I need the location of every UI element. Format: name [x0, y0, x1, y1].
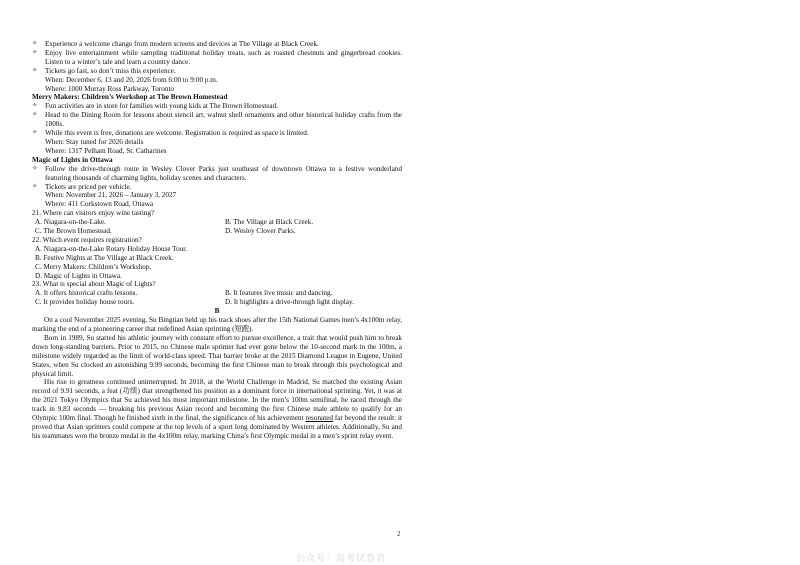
option: B. It features live music and dancing. — [225, 289, 333, 298]
option-row — [32, 227, 402, 236]
event-when: When: December 6, 13 and 20, 2026 from 6:00 to 9:00 p.m. — [45, 75, 218, 84]
diamond-bullet-icon: ✧ — [32, 66, 38, 74]
bullet-item: ✧ Head to the Dining Room for lessons about stencil art, walnut shell ornaments and other historical holiday crafts from the 1800s. — [32, 111, 402, 129]
option: A. Niagara-on-the-Lake. — [35, 218, 106, 227]
question-stem: 21. Where can visitors enjoy wine tasting? — [32, 209, 155, 218]
passage-paragraph: Born in 1989, Su started his athletic journey with constant effort to pursue excellence, a trait that would push him to break down long-standing barriers. Prior to 2015, no Chinese male sprinter had ever gone below the 10-second mark in the 100m, a milestone widely regarded as the limit of world-class speed. That barrier broke at the 2015 Diamond League in Eugene, United States, when Su clocked an astonishing 9.99 seconds, becoming the first Chinese man to break through this psychological and physical limit. — [32, 333, 402, 378]
page-number: 2 — [397, 530, 401, 538]
bullet-item: ✧ Experience a welcome change from modern screens and devices at The Village at Black Creek. — [32, 40, 319, 48]
event-heading: Merry Makers: Children’s Workshop at The Brown Homestead — [32, 93, 228, 102]
option: A. It offers historical crafts lessons. — [35, 289, 138, 298]
diamond-bullet-icon: ✧ — [32, 182, 38, 190]
diamond-bullet-icon: ✧ — [32, 40, 38, 47]
underlined-word: resonated — [305, 414, 334, 423]
option-row — [32, 218, 402, 227]
option: B. The Village at Black Creek. — [225, 218, 314, 227]
diamond-bullet-icon: ✧ — [32, 129, 38, 137]
option: D. Magic of Lights in Ottawa. — [35, 271, 122, 280]
bullet-item: ✧ While this event is free, donations are welcome. Registration is required as space is limited. — [32, 129, 309, 138]
question-stem: 23. What is special about Magic of Lights? — [32, 280, 156, 289]
option-row — [32, 289, 402, 298]
document-page — [32, 40, 402, 441]
event-when: When: Stay tuned for 2026 details — [45, 137, 144, 146]
diamond-bullet-icon: ✧ — [32, 164, 38, 172]
bullet-item: ✧ Tickets are priced per vehicle. — [32, 182, 132, 191]
bullet-item: ✧ Tickets go fast, so don’t miss this experience. — [32, 66, 176, 75]
event-heading: Magic of Lights in Ottawa — [32, 155, 113, 164]
section-heading: B — [214, 307, 220, 316]
watermark: 公众号：高考试卷君 — [296, 554, 387, 564]
option-row — [32, 298, 402, 307]
bullet-item: ✧ Fun activities are in store for families with young kids at The Brown Homestead. — [32, 102, 279, 111]
bullet-item: ✧ Follow the drive-through route in Wesley Clover Parks just southeast of downtown Ottawa to a festive wonderland featuring thousands of charming lights, holiday scenes and characters. — [32, 164, 402, 182]
event-where: Where: 1000 Murray Ross Parkway, Toronto — [45, 84, 175, 93]
event-when: When: November 21, 2026 – January 3, 2027 — [45, 191, 177, 200]
passage-paragraph: On a cool November 2025 evening, Su Bingtian held up his track shoes after the 15th National Games men’s 4x100m relay, marking the end of a pioneering career that redefined Asian sprinting (短跑). — [32, 316, 402, 333]
passage-paragraph: His rise to greatness continued uninterrupted. In 2018, at the World Challenge in Madrid, Su matched the existing Asian record of 9.91 seconds, a feat (功绩) that strengthened his position as a dominant force in international sprinting. Yet, it was at the 2021 Tokyo Olympics that Su achieved his most important milestone. In the men’s 100m semifinal, he raced through the track in 9.83 seconds — breaking his previous Asian record and becoming the first Chinese male athlete to qualify for an Olympic 100m final. Though he finished sixth in the final, the significance of his achievement resonated far beyond the result: it proved that Asian sprinters could compete at the top levels of a sport long dominated by Western athletes. Additionally, Su and his teammates won the bronze medal in the 4x100m relay, marking China’s first Olympic medal in a men’s sprint relay event. — [32, 378, 402, 440]
diamond-bullet-icon: ✧ — [32, 111, 38, 119]
event-where: Where: 411 Corkstown Road, Ottawa — [45, 200, 154, 209]
option: B. Festive Nights at The Village at Black Creek. — [35, 253, 174, 262]
option: C. The Brown Homestead. — [35, 227, 112, 236]
option: C. It provides holiday house tours. — [35, 298, 135, 307]
option: C. Merry Makers: Children’s Workshop. — [35, 262, 152, 271]
diamond-bullet-icon: ✧ — [32, 102, 38, 110]
option: A. Niagara-on-the-Lake Rotary Holiday House Tour. — [35, 244, 188, 253]
option: D. It highlights a drive-through light display. — [225, 298, 354, 307]
question-stem: 22. Which event requires registration? — [32, 235, 142, 244]
bullet-item: ✧ Enjoy live entertainment while sampling traditional holiday treats, such as roasted chestnuts and gingerbread cookies. Listen to a winter’s tale and learn a country dance. — [32, 48, 402, 66]
option: D. Wesley Clover Parks. — [225, 227, 296, 236]
event-where: Where: 1317 Pelham Road, St. Catharines — [45, 146, 167, 155]
diamond-bullet-icon: ✧ — [32, 48, 38, 56]
